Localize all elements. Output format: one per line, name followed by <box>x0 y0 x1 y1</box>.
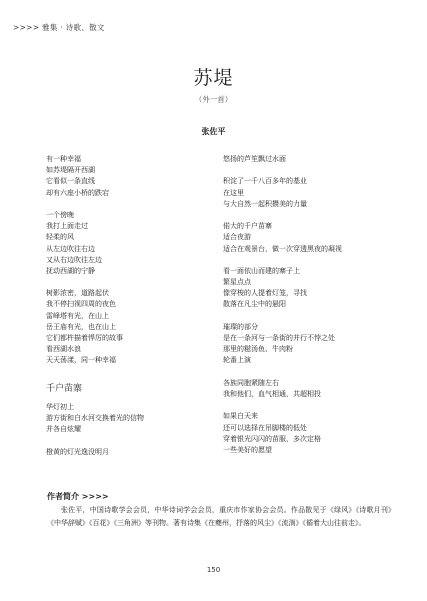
poem-line: 繁星点点 <box>223 278 251 287</box>
poem-line: 从左边吹往右边 <box>46 244 95 253</box>
poem-line: 轮番上演 <box>223 356 251 365</box>
poem-line: 悠扬的芦笙飘过水面 <box>223 155 286 163</box>
poem-line: 看西湖水浪 <box>46 345 81 354</box>
poem-line: 积淀了一千八百多年的基业 <box>223 177 307 186</box>
poem-line: 我不停扫视四周的夜色 <box>46 300 116 309</box>
poem-line: 适合在观景台，做一次穿透黑夜的凝视 <box>223 244 342 253</box>
poem-line: 像穿梭的人提着灯笼，寻找 <box>223 289 307 298</box>
poem-line: 雷峰塔有光，在山上 <box>46 311 109 320</box>
poem-line: 它们都杵描着悍厉的故事 <box>46 334 123 342</box>
poem-line: 岳王庙有光，也在山上 <box>46 322 116 331</box>
poem-line: 是在一条河与一条街的并行不悖之处 <box>223 334 335 342</box>
poem-line: 树影浓密，道路起伏 <box>46 289 109 298</box>
poem-line: 还可以选择在吊脚楼的低处 <box>223 423 307 432</box>
poem-line: 它看似一条直线 <box>46 177 95 186</box>
stanza-break <box>223 400 423 411</box>
poem-line: 如果白天来 <box>223 412 258 421</box>
poem-line: 我和他们，血气相通，共超相投 <box>223 389 321 398</box>
poem-line: 却有六座小桥的跌宕 <box>46 188 109 197</box>
poem-line: 一个傍晚 <box>46 210 74 219</box>
poem-line: 橙黄的灯光逸没明月 <box>46 447 109 456</box>
poem-line: 看一面依山而建的寨子上 <box>223 266 300 275</box>
section-header: >>>> 雅集 · 诗歌、散文 <box>13 23 105 32</box>
poem-line: 天天荡漾，同一种幸福 <box>46 356 116 365</box>
poem-line: 适合夜游 <box>223 233 251 242</box>
poem-line: 有一种幸福 <box>46 155 81 163</box>
stanza-break <box>46 435 206 446</box>
poem-line: 并各自炫耀 <box>46 425 81 434</box>
poem-title: 苏堤 <box>193 67 234 89</box>
poem-line: 抚动西湖的宁静 <box>46 266 95 275</box>
poem-line: 一些美好的愿望 <box>223 445 272 454</box>
poem-line: 那里的糍汤鱼、牛肉粉 <box>223 345 293 354</box>
stanza-break <box>223 165 423 176</box>
poem-left-column <box>46 154 206 458</box>
author-name: 张佐平 <box>201 127 226 136</box>
poem-line: 轻柔的风 <box>46 233 74 242</box>
author-intro-heading: 作者简介 >>>> <box>47 492 109 501</box>
poem-line: 璀璨的部分 <box>223 322 258 331</box>
stanza-break <box>46 367 206 378</box>
poem-line: 华灯初上 <box>46 402 74 411</box>
stanza-break <box>46 199 206 210</box>
stanza-break <box>223 210 423 221</box>
poem-subtitle: （外一首） <box>194 95 233 104</box>
stanza-break <box>223 367 423 378</box>
poem-line: 穿着银光闪闪的苗服，多次定格 <box>223 434 321 443</box>
poem-line: 我打上面走过 <box>46 222 88 231</box>
second-poem-title: 千户苗寨 <box>46 383 83 394</box>
author-bio: 张佐平，中国诗歌学会会员，中华诗词学会会员，重庆市作家协会会员。作品散见于《绿风》《诗歌月刊》《中华辞赋》《百花》《三角洲》等刊物。著有诗集《在夔州，抒落的风尘》《流淌》《循着大山往前走》。 <box>47 506 395 527</box>
poem-line: 偌大的千户苗寨 <box>223 222 272 231</box>
poem-line: 散落在凡尘中的悬阳 <box>223 300 286 309</box>
stanza-break <box>46 277 206 288</box>
poem-line: 游方街和白水河交换着光的信物 <box>46 413 144 422</box>
poem-line: 各族同胞紧随左右 <box>223 378 279 387</box>
poem-line: 与大自然一起积攒美的力量 <box>223 199 307 208</box>
poem-right-column <box>223 154 423 456</box>
poem-line: 在这里 <box>223 188 244 197</box>
poem-line: 又从右边吹往左边 <box>46 255 102 264</box>
poem-line: 如苏堤隔开西湖 <box>46 166 95 175</box>
page-number: 150 <box>206 566 221 574</box>
stanza-break <box>223 255 423 266</box>
stanza-break <box>223 311 423 322</box>
